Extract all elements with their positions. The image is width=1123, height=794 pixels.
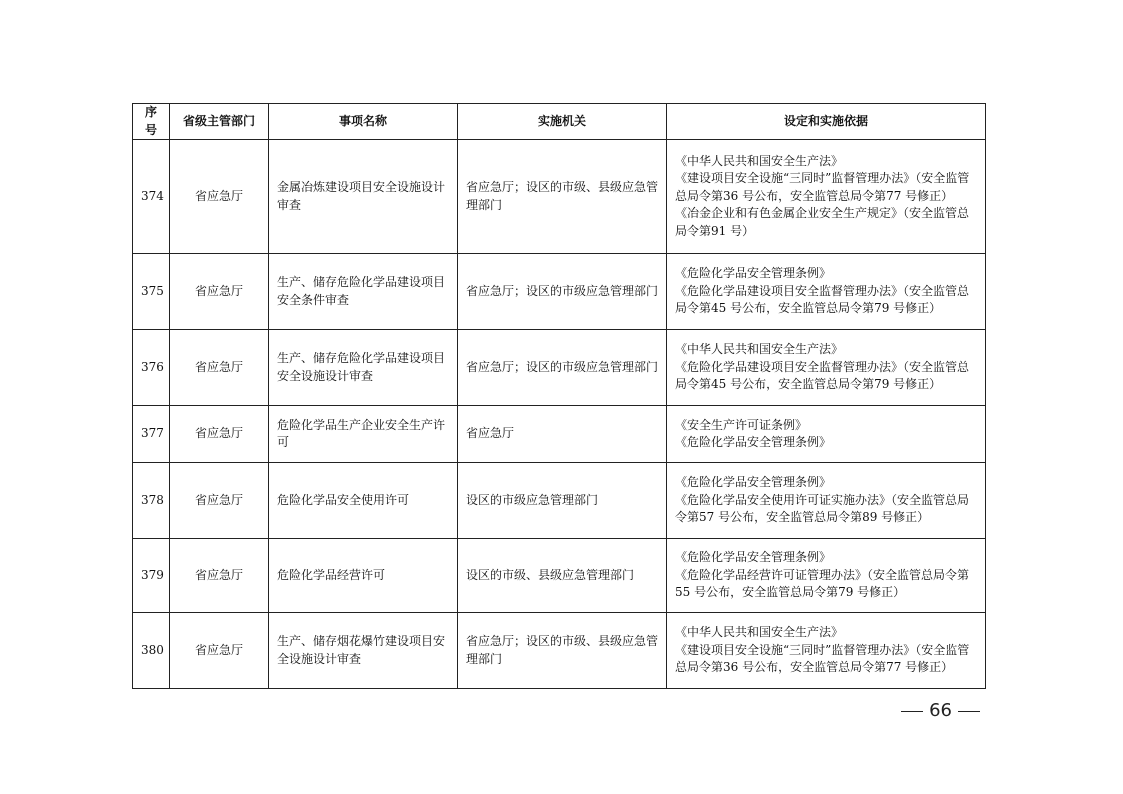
- basis-line: 《危险化学品建设项目安全监督管理办法》（安全监管总局令第45 号公布，安全监管总局令第79 号修正）: [675, 283, 970, 316]
- table-row: [133, 140, 986, 254]
- row-dept: 省应急厅: [170, 539, 269, 613]
- row-dept: 省应急厅: [170, 330, 269, 406]
- row-org: 省应急厅: [458, 406, 667, 463]
- dash-right: [958, 711, 980, 712]
- table-row: [133, 539, 986, 613]
- row-basis: [667, 254, 986, 330]
- basis-line: 《危险化学品安全管理条例》: [675, 435, 832, 449]
- basis-line: 《危险化学品安全管理条例》: [675, 266, 832, 281]
- basis-line: 《危险化学品安全使用许可证实施办法》（安全监管总局令第57 号公布，安全监管总局令第89 号修正）: [675, 492, 970, 525]
- table-row: [133, 463, 986, 539]
- basis-line: 《中华人民共和国安全生产法》: [675, 153, 844, 168]
- table-row: [133, 330, 986, 406]
- row-item-name: 生产、储存危险化学品建设项目安全条件审查: [269, 254, 458, 330]
- row-item-name: 危险化学品生产企业安全生产许可: [269, 406, 458, 463]
- row-item-name: 生产、储存危险化学品建设项目安全设施设计审查: [269, 330, 458, 406]
- row-org: 省应急厅；设区的市级、县级应急管理部门: [458, 140, 667, 254]
- row-basis: [667, 406, 986, 463]
- row-number: 375: [133, 254, 170, 330]
- items-table: [132, 103, 986, 689]
- row-number: 378: [133, 463, 170, 539]
- table-row: [133, 254, 986, 330]
- row-number: 380: [133, 613, 170, 689]
- basis-line: 《建设项目安全设施“三同时”监督管理办法》（安全监管总局令第36 号公布，安全监管总局令第77 号修正）: [675, 171, 970, 203]
- row-number: 377: [133, 406, 170, 463]
- row-dept: 省应急厅: [170, 140, 269, 254]
- page-number: [895, 700, 986, 721]
- row-item-name: 危险化学品经营许可: [269, 539, 458, 613]
- basis-line: 《危险化学品经营许可证管理办法》（安全监管总局令第55 号公布，安全监管总局令第79 号修正）: [675, 567, 970, 600]
- header-org: 实施机关: [458, 104, 667, 140]
- row-basis: [667, 613, 986, 689]
- basis-line: 《中华人民共和国安全生产法》: [675, 342, 844, 357]
- row-number: 374: [133, 140, 170, 254]
- basis-line: 《危险化学品建设项目安全监督管理办法》（安全监管总局令第45 号公布，安全监管总局令第79 号修正）: [675, 359, 970, 392]
- row-basis: [667, 330, 986, 406]
- table-row: [133, 613, 986, 689]
- basis-line: 《中华人民共和国安全生产法》: [675, 625, 844, 640]
- basis-line: 《危险化学品安全管理条例》: [675, 475, 832, 490]
- row-item-name: 金属冶炼建设项目安全设施设计审查: [269, 140, 458, 254]
- row-dept: 省应急厅: [170, 463, 269, 539]
- row-org: 设区的市级、县级应急管理部门: [458, 539, 667, 613]
- basis-line: 《危险化学品安全管理条例》: [675, 550, 832, 565]
- header-dept: 省级主管部门: [170, 104, 269, 140]
- row-org: 省应急厅；设区的市级应急管理部门: [458, 330, 667, 406]
- row-number: 376: [133, 330, 170, 406]
- row-basis: [667, 140, 986, 254]
- row-number: 379: [133, 539, 170, 613]
- row-item-name: 生产、储存烟花爆竹建设项目安全设施设计审查: [269, 613, 458, 689]
- row-basis: [667, 463, 986, 539]
- row-org: 设区的市级应急管理部门: [458, 463, 667, 539]
- header-item-name: 事项名称: [269, 104, 458, 140]
- row-dept: 省应急厅: [170, 613, 269, 689]
- page-number-text: 66: [929, 700, 952, 721]
- table-header-row: [133, 104, 986, 140]
- basis-line: 《建设项目安全设施“三同时”监督管理办法》（安全监管总局令第36 号公布，安全监管总局令第77 号修正）: [675, 642, 970, 675]
- table-row: [133, 406, 986, 463]
- dash-left: [901, 711, 923, 712]
- basis-line: 《安全生产许可证条例》: [675, 417, 808, 432]
- header-basis: 设定和实施依据: [667, 104, 986, 140]
- row-org: 省应急厅；设区的市级应急管理部门: [458, 254, 667, 330]
- header-serial: 序号: [133, 104, 170, 140]
- row-org: 省应急厅；设区的市级、县级应急管理部门: [458, 613, 667, 689]
- row-dept: 省应急厅: [170, 406, 269, 463]
- basis-line: 《冶金企业和有色金属企业安全生产规定》（安全监管总局令第91 号）: [675, 206, 970, 238]
- row-basis: [667, 539, 986, 613]
- row-item-name: 危险化学品安全使用许可: [269, 463, 458, 539]
- row-dept: 省应急厅: [170, 254, 269, 330]
